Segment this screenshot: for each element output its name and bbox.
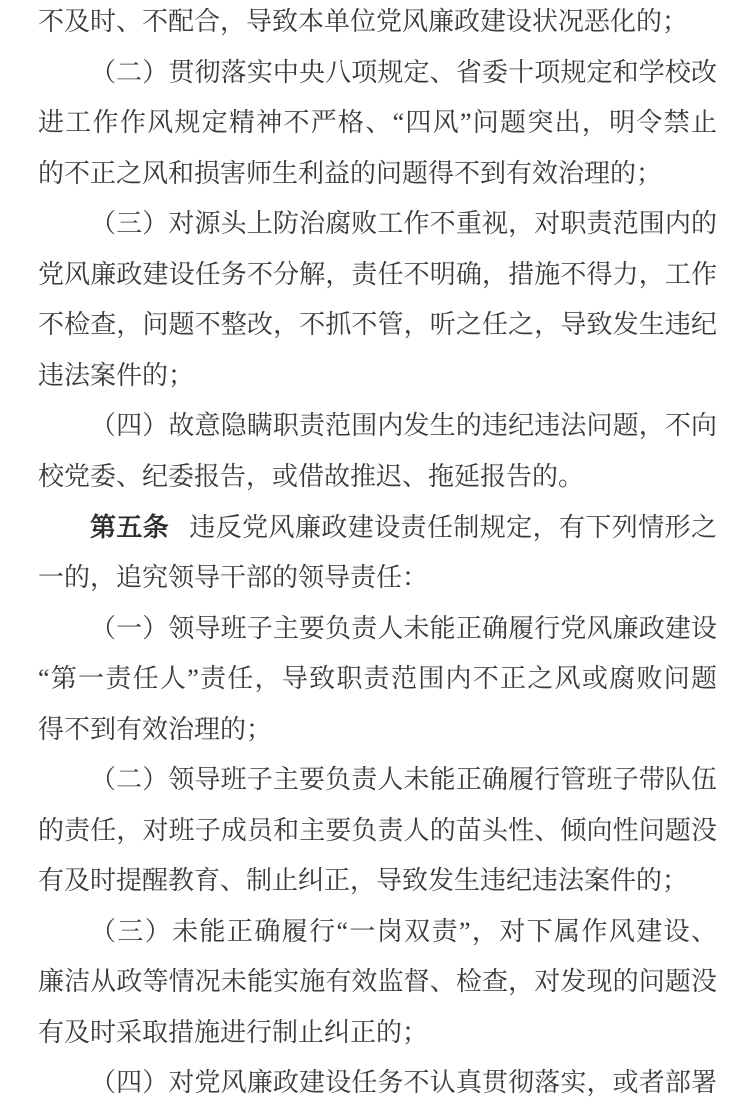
text-line: （四）故意隐瞒职责范围内发生的违纪违法问题，不向 — [90, 411, 716, 441]
document-body — [38, 0, 716, 1109]
text-line: 党风廉政建设任务不分解，责任不明确，措施不得力，工作 — [38, 259, 716, 289]
text-line: （三）对源头上防治腐败工作不重视，对职责范围内的 — [90, 209, 716, 239]
text-line: 有及时提醒教育、制止纠正，导致发生违纪违法案件的； — [38, 866, 689, 896]
article-number-heading: 第五条 — [90, 512, 170, 543]
paragraph — [38, 502, 716, 603]
text-line: 进工作作风规定精神不严格、“四风”问题突出，明令禁止 — [38, 108, 716, 138]
text-line — [38, 502, 716, 553]
text-line: （一）领导班子主要负责人未能正确履行党风廉政建设 — [90, 613, 716, 643]
text-line: 一的，追究领导干部的领导责任： — [38, 563, 429, 593]
text-line: 不及时、不配合，导致本单位党风廉政建设状况恶化的； — [38, 7, 689, 36]
text-segment: 违反党风廉政建设责任制规定，有下列情形之 — [187, 513, 716, 543]
text-line: （四）对党风廉政建设任务不认真贯彻落实，或者部署 — [90, 1068, 716, 1098]
text-line: （二）贯彻落实中央八项规定、省委十项规定和学校改 — [90, 57, 716, 87]
text-line: 的不正之风和损害师生利益的问题得不到有效治理的； — [38, 158, 663, 188]
text-line: 校党委、纪委报告，或借故推迟、拖延报告的。 — [38, 461, 585, 491]
paragraph — [38, 604, 716, 756]
paragraph — [38, 48, 716, 200]
paragraph — [38, 401, 716, 502]
text-line: （二）领导班子主要负责人未能正确履行管班子带队伍 — [90, 765, 716, 795]
paragraph — [38, 755, 716, 907]
text-line: 不检查，问题不整改，不抓不管，听之任之，导致发生违纪 — [38, 310, 716, 340]
paragraph — [38, 0, 716, 48]
paragraph — [38, 1058, 716, 1109]
text-line: “第一责任人”责任，导致职责范围内不正之风或腐败问题 — [38, 664, 716, 694]
text-line: 得不到有效治理的； — [38, 714, 273, 744]
text-line: 的责任，对班子成员和主要负责人的苗头性、倾向性问题没 — [38, 815, 716, 845]
text-line: 有及时采取措施进行制止纠正的； — [38, 1017, 429, 1047]
text-line: 违法案件的； — [38, 360, 195, 390]
text-line: 廉洁从政等情况未能实施有效监督、检查，对发现的问题没 — [38, 967, 716, 997]
text-line: （三）未能正确履行“一岗双责”，对下属作风建设、 — [90, 916, 716, 946]
paragraph — [38, 199, 716, 401]
paragraph — [38, 907, 716, 1059]
